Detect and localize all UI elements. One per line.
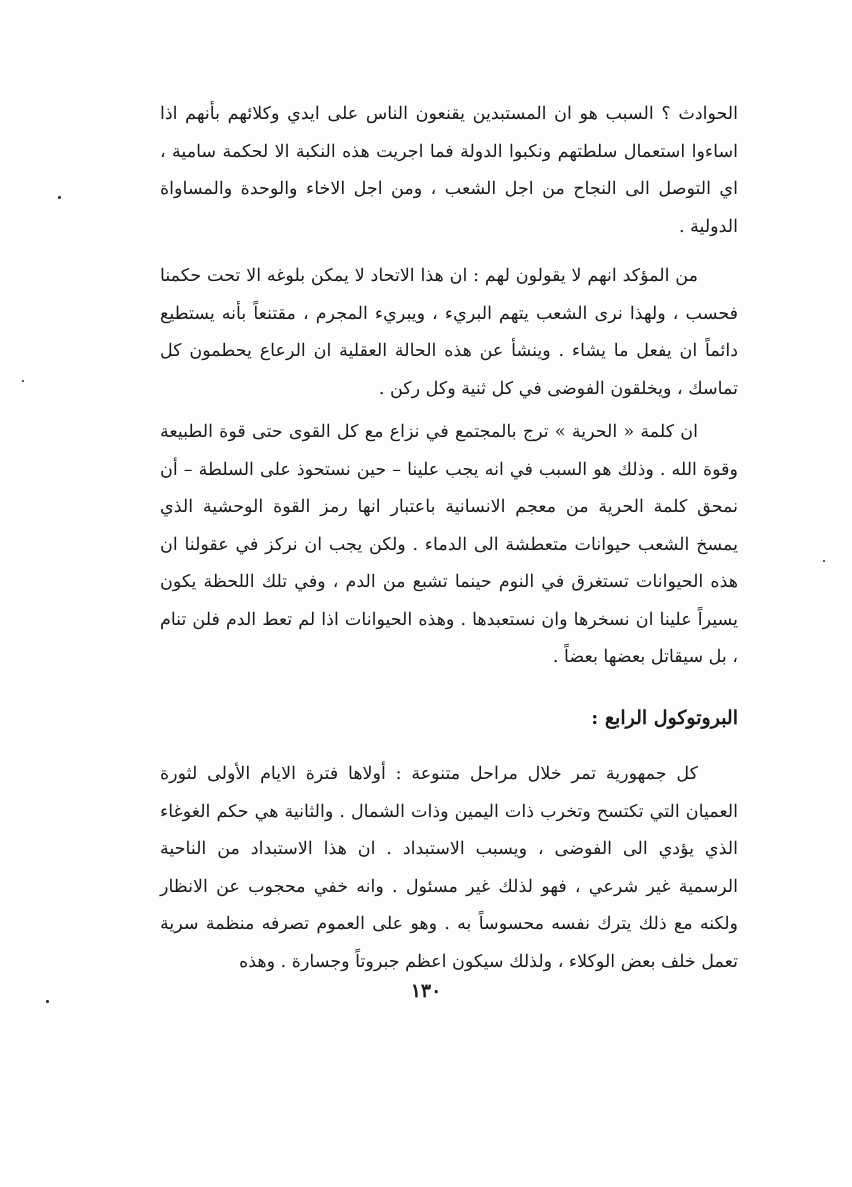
paragraph-1: الحوادث ؟ السبب هو ان المستبدين يقنعون الناس على ايدي وكلائهم بأنهم اذا اساءوا استعمال سلطتهم ونكبوا الدولة فما اجريت هذه النكبة الا لحكمة سامية ، اي التوصل الى النجاح من اجل الشعب ، ومن اجل الاخاء والوحدة والمساواة الدولية . xyxy=(160,104,738,237)
paragraph-2: من المؤكد انهم لا يقولون لهم : ان هذا الاتحاد لا يمكن بلوغه الا تحت حكمنا فحسب ، ولهذا نرى الشعب يتهم البريء ، ويبريء المجرم ، مقتنعاً بأنه يستطيع دائماً ان يفعل ما يشاء . وينشأ عن هذه الحالة العقلية ان الرعاع يحطمون كل تماسك ، ويخلقون الفوضى في كل ثنية وكل ركن . xyxy=(160,266,738,399)
scan-speck xyxy=(22,380,24,382)
scan-speck xyxy=(58,196,61,199)
paragraph-4: كل جمهورية تمر خلال مراحل متنوعة : أولاها فترة الايام الأولى لثورة العميان التي تكتسح وتخرب ذات اليمين وذات الشمال . والثانية هي حكم الغوغاء الذي يؤدي الى الفوضى ، ويسبب الاستبداد . ان هذا الاستبداد من الناحية الرسمية غير شرعي ، فهو لذلك غير مسئول . وانه خفي محجوب عن الانظار ولكنه مع ذلك يترك نفسه محسوساً به . وهو على العموم تصرفه منظمة سرية تعمل خلف بعض الوكلاء ، ولذلك سيكون اعظم جبروتاً وجسارة . وهذه xyxy=(160,764,738,972)
page-number: ١٣٠ xyxy=(410,980,442,1002)
scan-speck xyxy=(823,560,825,562)
scan-speck xyxy=(46,1000,49,1003)
section-heading: البروتوكول الرابع : xyxy=(591,707,738,729)
paragraph-3: ان كلمة « الحرية » ترج بالمجتمع في نزاع مع كل القوى حتى قوة الطبيعة وقوة الله . وذلك هو السبب في انه يجب علينا – حين نستحوذ على السلطة – أن نمحق كلمة الحرية من معجم الانسانية باعتبار انها رمز القوة الوحشية الذي يمسخ الشعب حيوانات متعطشة الى الدماء . ولكن يجب ان نركز في عقولنا ان هذه الحيوانات تستغرق في النوم حينما تشبع من الدم ، وفي تلك اللحظة يكون يسيراً علينا ان نسخرها وان نستعبدها . وهذه الحيوانات اذا لم تعط الدم فلن تنام ، بل سيقاتل بعضها بعضاً . xyxy=(160,422,738,667)
